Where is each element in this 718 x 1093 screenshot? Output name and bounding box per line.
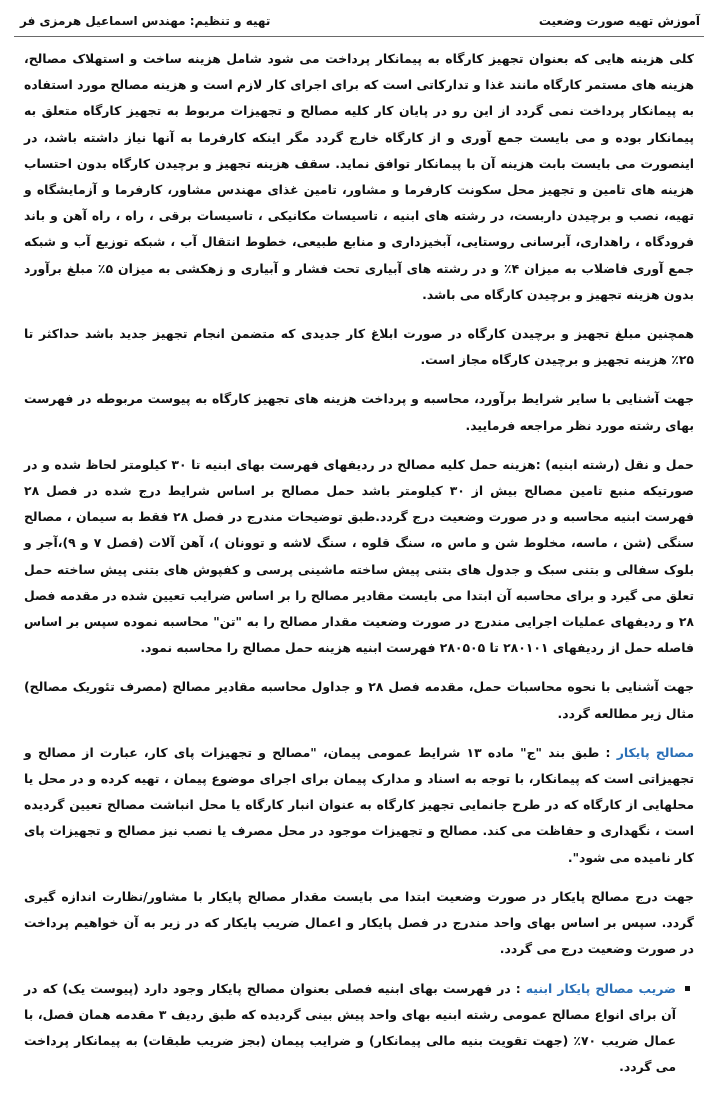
paragraph-onsite-materials-entry: جهت درج مصالح پایکار در صورت وضعیت ابتدا می بایست مقدار مصالح پایکار با مشاور/نظارت اندازه گیری گردد. سپس بر اساس بهای واحد مندرج در فصل پایکار و اعمال ضریب پایکار که در زیر به آن خواهیم پرداخت در صورت وضعیت درج می گردد. — [24, 888, 694, 957]
term-onsite-coefficient: ضریب مصالح پایکار ابنیه — [525, 980, 676, 996]
onsite-materials-definition: : طبق بند "ج" ماده ۱۳ شرایط عمومی پیمان، "مصالح و تجهیزات پای کار، عبارت از مصالح و تجهیزاتی است که پیمانکار، با توجه به اسناد و مدارک پیمان برای اجرای موضوع پیمان ، تهیه کرده و در محل یا محلهایی از کارگاه که در طرح جانمایی تجهیز کارگاه به عنوان انبار کارگاه یا محل انباشت مصالح تعیین گردیده است ، نگهداری و حفاظت می کند. مصالح و تجهیزات موجود در محل مصرف یا نصب نیز مصالح و تجهیزات پای کار نامیده می شود". — [24, 744, 694, 865]
onsite-coefficient-text: : در فهرست بهای ابنیه فصلی بعنوان مصالح پایکار وجود دارد (پیوست یک) که در آن برای انواع مصالح عمومی رشته ابنیه بهای واحد پیش بینی گردیده که طبق ردیف ۳ مقدمه همان فصل، با عمال ضریب ۷۰٪ (جهت تقویت بنیه مالی پیمانکار) و ضرایب پیمان (بجز ضریب طبقات) به پیمانکار پرداخت می گردد. — [24, 980, 676, 1075]
document-title: آموزش تهیه صورت وضعیت — [538, 14, 700, 28]
paragraph-onsite-coefficient — [24, 976, 676, 1081]
bullet-square-icon — [685, 986, 690, 991]
bullet-item-onsite-coefficient — [24, 976, 694, 1081]
paragraph-onsite-materials — [24, 740, 694, 871]
paragraph-estimate-conditions: جهت آشنایی با سایر شرایط برآورد، محاسبه و پرداخت هزینه های تجهیز کارگاه به پیوست مربوطه در فهرست بهای رشته مورد نظر مراجعه فرمایید. — [24, 391, 694, 433]
page-header — [14, 6, 704, 37]
document-author: تهیه و تنظیم: مهندس اسماعیل هرمزی فر — [20, 14, 271, 28]
paragraph-site-equipment-costs: کلی هزینه هایی که بعنوان تجهیز کارگاه به پیمانکار پرداخت می شود شامل هزینه ساخت و استهلاک مصالح، هزینه های مستمر کارگاه مانند غذا و تدارکاتی است که برای اجرای کار لازم است و هزینه مصالح مورد استفاده به پیمانکار پرداخت نمی گردد از این رو در پایان کار کلیه مصالح و تجهیزات مربوط به تجهیز کارگاه متعلق به پیمانکار بوده و می بایست جمع آوری و از کارگاه خارج گردد مگر اینکه کارفرما به آنها نیاز داشته باشد، در اینصورت می بایست بابت هزینه آن با پیمانکار توافق نماید. سقف هزینه تجهیز و برچیدن کارگاه بدون احتساب هزینه های تامین و تجهیز محل سکونت کارفرما و مشاور، تامین غذای مهندس مشاور، کارفرما و آزمایشگاه و تهیه، نصب و برچیدن داربست، در رشته های ابنیه ، تاسیسات مکانیکی ، تاسیسات برقی ، راه ، راه آهن و باند فرودگاه ، راهداری، آبرسانی روستایی، آبخیزداری و منابع طبیعی، خطوط انتقال آب ، شبکه توزیع آب و شبکه جمع آوری فاضلاب به میزان ۴٪ و در رشته های آبیاری تحت فشار و آبیاری و زهکشی به میزان ۵٪ مبلغ برآورد بدون هزینه تجهیز و برچیدن کارگاه می باشد. — [24, 51, 695, 302]
paragraph-transport-calculation: جهت آشنایی با نحوه محاسبات حمل، مقدمه فصل ۲۸ و جداول محاسبه مقادیر مصالح (مصرف تئوریک مصالح) مثال زیر مطالعه گردد. — [24, 679, 694, 721]
paragraph-transport: حمل و نقل (رشته ابنیه) :هزینه حمل کلیه مصالح در ردیفهای فهرست بهای ابنیه تا ۳۰ کیلومتر لحاظ شده و در صورتیکه منبع تامین مصالح بیش از ۳۰ کیلومتر باشد حمل مصالح بر اساس شرایط درج شده در فصل ۲۸ فهرست ابنیه محاسبه و در صورت وضعیت درج گردد.طبق توضیحات مندرج در فصل ۲۸ فقط به سیمان ، مصالح سنگی (شن ، ماسه، مخلوط شن و ماس ه، سنگ قلوه ، سنگ لاشه و توونان )، آهن آلات (فصل ۷ و ۹)،آجر و بلوک سفالی و بتنی سبک و جدول های بتنی پیش ساخته ماشینی پرسی و کفپوش های بتنی پیش ساخته حمل تعلق می گیرد و برای محاسبه آن ابتدا می بایست مقادیر مصالح را بر اساس ضرایب تعیین شده در مقدمه فصل ۲۸ و ردیفهای عملیات اجرایی مندرج در صورت وضعیت مقدار مصالح را به "تن" محاسبه نموده سپس بر اساس فاصله حمل از ردیفهای ۲۸۰۱۰۱ تا ۲۸۰۵۰۵ فهرست ابنیه هزینه حمل مصالح را محاسبه نمود. — [24, 456, 694, 656]
term-onsite-materials: مصالح پایکار — [616, 744, 694, 760]
paragraph-new-equipment-limit: همچنین مبلغ تجهیز و برچیدن کارگاه در صورت ابلاغ کار جدیدی که متضمن انجام تجهیز جدید باشد حداکثر تا ۲۵٪ هزینه تجهیز و برچیدن کارگاه مجاز است. — [24, 326, 694, 368]
document-body — [24, 46, 694, 1093]
